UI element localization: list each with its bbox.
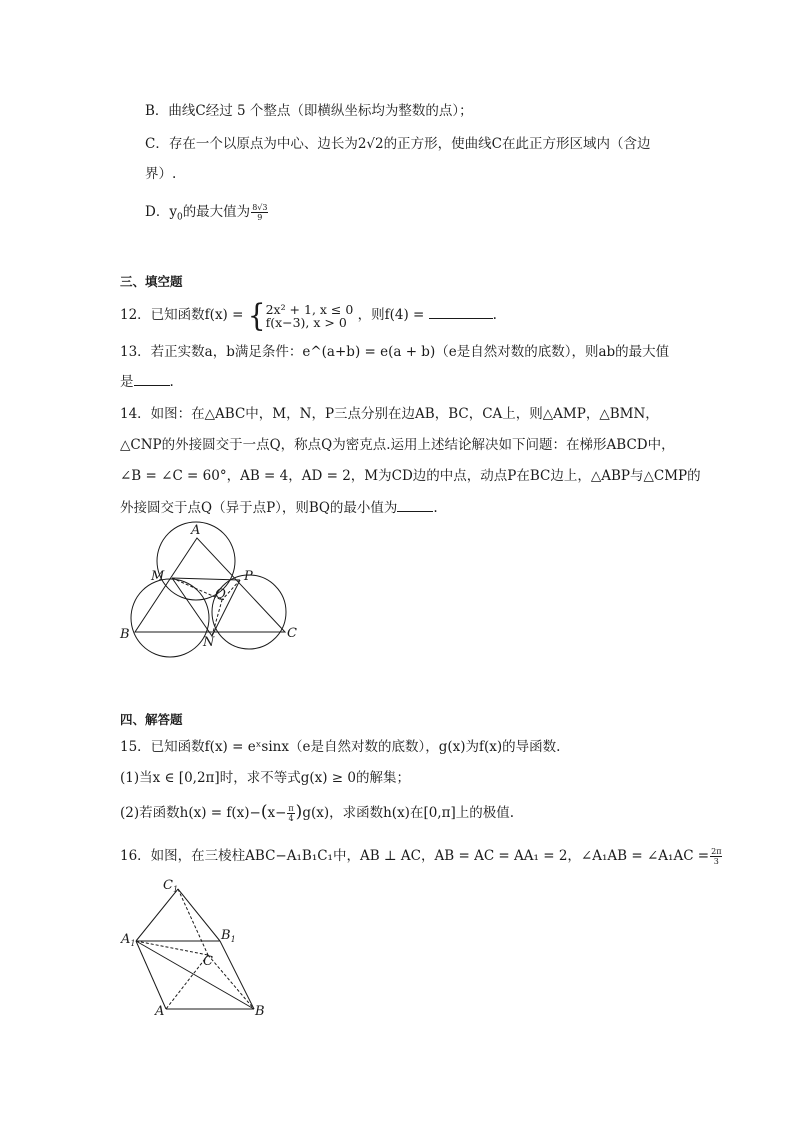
q15-frac (287, 804, 294, 823)
q12-case1: 2x² + 1, x ≤ 0 (265, 301, 354, 317)
section-solve-heading: 四、解答题 (120, 712, 183, 727)
label-m: M (151, 569, 165, 584)
q14-line3: ∠B = ∠C = 60°，AB = 4，AD = 2，M为CD边的中点，动点P在BC边上，△ABP与△CMP的 (120, 468, 701, 484)
label-b: B (120, 627, 130, 642)
q16-frac (710, 847, 722, 866)
q11-option-c-part1: C．存在一个以原点为中心、边长为 (145, 136, 358, 152)
label-a1: $A_1$ (121, 932, 136, 948)
section-fill-in-heading: 三、填空题 (120, 274, 183, 289)
q14-line4 (120, 497, 438, 518)
q15-line3-part2: g(x)，求函数h(x)在[0,π]上的极值. (302, 805, 515, 821)
q13-end: . (169, 374, 174, 390)
q11-option-d-den: 9 (257, 213, 263, 222)
edge-a1-a (136, 941, 166, 1009)
q14-end: . (433, 500, 438, 516)
q16-line1-text: 16．如图，在三棱柱ABC−A₁B₁C₁中，AB ⊥ AC，AB = AC = AA₁ = 2，∠A₁AB = ∠A₁AC = (120, 848, 710, 864)
segment-mp (172, 578, 240, 580)
q11-option-c-part2: 的正方形，使曲线C在此正方形区域内（含边 (383, 136, 651, 152)
q12-cases (266, 303, 354, 329)
q15-paren-open: ( (260, 802, 268, 822)
label-a: A (155, 1004, 165, 1019)
q14-line4-text: 外接圆交于点Q（异于点P），则BQ的最小值为 (120, 500, 398, 516)
q15-frac-den: 4 (288, 814, 294, 823)
q16-frac-num: 2π (711, 847, 722, 856)
q12-end: . (492, 307, 497, 323)
q14-answer-blank[interactable] (397, 497, 433, 512)
q12-case2: f(x−3), x > 0 (265, 314, 347, 330)
q12-brace: { (247, 296, 266, 334)
q12 (120, 296, 497, 334)
q11-option-d-text: 的最大值为 (182, 204, 251, 220)
label-q: Q (215, 587, 226, 602)
q15-frac-num: π (288, 804, 294, 813)
q16-frac-den: 3 (713, 857, 719, 866)
label-n: N (203, 635, 215, 650)
q15-paren-close: ) (295, 802, 303, 822)
label-b: B (255, 1004, 265, 1019)
q11-option-b: B．曲线C经过 5 个整点（即横纵坐标均为整数的点）； (145, 103, 473, 119)
q14-line2: △CNP的外接圆交于一点Q，称点Q为密克点.运用上述结论解决如下问题：在梯形ABCD中， (120, 437, 675, 453)
q11-option-d-fraction (251, 203, 268, 222)
q15-line1: 15．已知函数f(x) = eˣsinx（e是自然对数的底数），g(x)为f(x)的导函数. (120, 739, 561, 755)
edge-c1-c (178, 889, 208, 955)
q15-paren-content: x− (267, 805, 287, 821)
q11-option-d-label: D．y (145, 204, 177, 220)
q13-line2 (120, 371, 174, 392)
label-c: C (287, 626, 297, 641)
q11-option-d (145, 202, 269, 228)
q15-line3-part1: (2)若函数h(x) = f(x)− (120, 805, 261, 821)
label-p: P (244, 569, 253, 584)
q16-figure (115, 875, 275, 1025)
edge-c1-b1 (178, 889, 220, 941)
q11-option-c-radical: 2√2 (357, 136, 384, 152)
edge-c1-a1 (136, 889, 178, 941)
label-b1: $B_1$ (221, 928, 236, 944)
q12-answer-blank[interactable] (429, 304, 493, 319)
q13-line2-text: 是 (120, 374, 134, 390)
q13-line1: 13．若正实数a，b满足条件：e^(a+b) = e(a + b)（e是自然对数的底数），则ab的最大值 (120, 344, 670, 360)
q12-text1: 12．已知函数f(x) = (120, 307, 244, 323)
triangle-abc (135, 538, 285, 632)
q16-line1 (120, 846, 723, 866)
q14-line1: 14．如图：在△ABC中，M，N，P三点分别在边AB，BC，CA上，则△AMP，△BMN， (120, 406, 659, 422)
edge-c-a (166, 955, 208, 1009)
edge-a1-c (136, 941, 208, 955)
label-c1: $C_1$ (163, 878, 179, 894)
edge-a1-b (136, 941, 254, 1009)
q11-option-c (145, 134, 650, 154)
q15-line3 (120, 802, 514, 823)
q15-line2: (1)当x ∈ [0,2π]时，求不等式g(x) ≥ 0的解集； (120, 770, 410, 786)
q12-text2: ，则f(4) = (357, 307, 425, 323)
label-c: C (203, 954, 213, 969)
label-a: A (191, 523, 201, 538)
q11-option-c-cont: 界）. (145, 166, 177, 182)
q11-option-d-num: 8√3 (252, 203, 268, 212)
q11-option-d-sub: 0 (176, 212, 183, 223)
q14-figure (115, 520, 305, 670)
q13-answer-blank[interactable] (134, 371, 170, 386)
